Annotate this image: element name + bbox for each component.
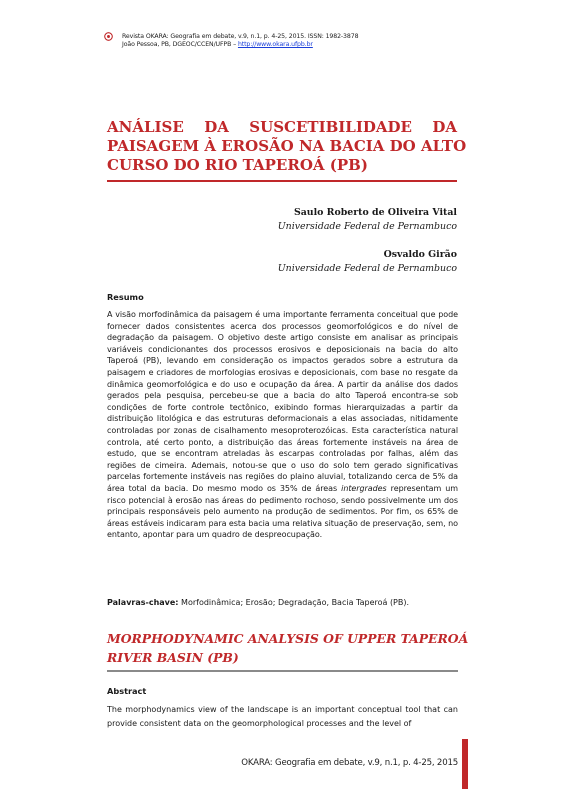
journal-citation: Revista OKARA: Geografia em debate, v.9, n.1, p. 4-25, 2015. ISSN: 1982-3878 — [122, 33, 359, 40]
article-title — [107, 118, 467, 175]
abstract-text: The morphodynamics view of the landscape is an important conceptual tool that can provide consistent data on the geomorphological processes and the level of — [107, 705, 458, 728]
journal-location — [122, 41, 358, 49]
english-title — [107, 629, 469, 667]
okara-logo-icon — [104, 32, 113, 41]
article-title-line-3: CURSO DO RIO TAPEROÁ (PB) — [107, 156, 368, 174]
english-title-line-2: RIVER BASIN (PB) — [107, 650, 239, 665]
keywords — [107, 598, 409, 607]
footer-accent-bar — [462, 739, 468, 789]
resumo-text-italic: intergrades — [341, 483, 387, 493]
english-title-divider — [107, 670, 458, 672]
author-1-affiliation: Universidade Federal de Pernambuco — [277, 221, 457, 232]
author-2-affiliation: Universidade Federal de Pernambuco — [277, 263, 457, 274]
journal-header — [122, 33, 358, 49]
article-title-line-2: PAISAGEM À EROSÃO NA BACIA DO ALTO — [107, 137, 467, 155]
english-title-line-1: MORPHODYNAMIC ANALYSIS OF UPPER TAPEROÁ — [107, 631, 469, 646]
journal-website-link[interactable]: http://www.okara.ufpb.br — [237, 41, 313, 48]
keywords-label: Palavras-chave: — [107, 598, 179, 607]
abstract-heading: Abstract — [107, 686, 147, 696]
resumo-text-part-2: representam um risco potencial à erosão nas áreas do pedimento rochoso, sendo possivelmente um dos principais responsáveis pelo aumento na produção de sedimentos. Por fim, os 65% de áreas estáveis indicaram para esta bacia uma relativa situação de preservação, sem, no entanto, apontar para um quadro de despreocupação. — [107, 483, 458, 540]
keywords-text: Morfodinâmica; Erosão; Degradação, Bacia Taperoá (PB). — [178, 598, 410, 607]
author-2-name: Osvaldo Girão — [383, 249, 457, 260]
title-divider — [107, 180, 457, 182]
resumo-heading: Resumo — [107, 292, 144, 302]
resumo-text — [107, 309, 458, 541]
resumo-text-part-1: A visão morfodinâmica da paisagem é uma importante ferramenta conceitual que pode fornecer dados consistentes acerca dos processos geomorfológicos e do nível de degradação da paisagem. O objetivo deste artigo consiste em analisar as principais variáveis condicionantes dos processos erosivos e deposicionais na bacia do alto Taperoá (PB), levando em consideração os impactos gerados sobre a estrutura da paisagem e criadores de morfologias erosivas e deposicionais, com base no resgate da dinâmica geomorfológica e do uso e ocupação da área. A partir da análise dos dados gerados pela pesquisa, percebeu-se que a bacia do alto Taperoá encontra-se sob condições de forte controle tectônico, exibindo formas hierarquizadas a partir da distribuição litológica e das estruturas deformacionais a elas associadas, nitidamente controladas por zonas de cisalhamento mesoproterozóicas. Esta característica natural controla, até certo ponto, a distribuição das áreas fortemente instáveis na área de estudo, que se encontram atreladas às escarpas controladas por falhas, além das regiões de cimeira. Ademais, notou-se que o uso do solo tem gerado significativas parcelas fortemente instáveis nas regiões do plaino aluvial, totalizando cerca de 5% da área total da bacia. Do mesmo modo os 35% de áreas — [107, 310, 458, 493]
article-title-line-1: ANÁLISE DA SUSCETIBILIDADE DA — [107, 118, 457, 136]
author-1-name: Saulo Roberto de Oliveira Vital — [293, 207, 457, 218]
journal-location-text: João Pessoa, PB, DGEOC/CCEN/UFPB – — [122, 41, 238, 48]
page-footer: OKARA: Geografia em debate, v.9, n.1, p. 4-25, 2015 — [241, 758, 458, 768]
